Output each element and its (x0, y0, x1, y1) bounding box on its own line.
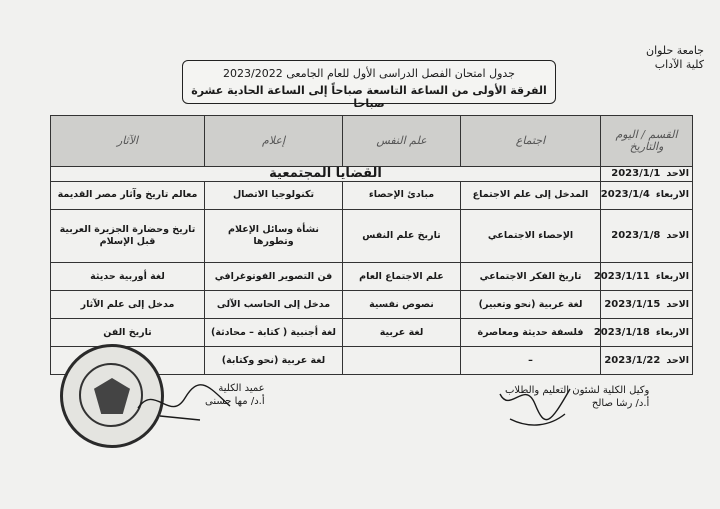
table-header-row (51, 116, 693, 167)
table-row (51, 167, 693, 182)
cell: معالم تاريخ وآثار مصر القديمة (51, 182, 205, 210)
cell: فن التصوير الفوتوغرافي (205, 263, 343, 291)
header-day-date: القسم / اليوم والتاريخ (601, 116, 693, 167)
header-archaeology: الآثار (51, 116, 205, 167)
vice-dean-name: أ.د/ رشا صالح (591, 398, 650, 409)
title-box (182, 60, 556, 110)
date-cell: الاحد2023/1/22 (601, 347, 693, 375)
date-cell: الاربعاء2023/1/11 (601, 263, 693, 291)
cell (343, 347, 461, 375)
cell: مدخل إلى علم الآثار (51, 291, 205, 319)
cell: لغة عربية (نحو وكتابة) (205, 347, 343, 375)
vice-dean-signature-block (505, 384, 649, 410)
cell: المدخل إلى علم الاجتماع (461, 182, 601, 210)
cell: الإحصاء الاجتماعي (461, 209, 601, 263)
table-row (51, 182, 693, 210)
cell: تكنولوجيا الاتصال (205, 182, 343, 210)
university-name: جامعة حلوان (645, 44, 704, 57)
dean-title: عميد الكلية (218, 383, 265, 394)
table-row (51, 209, 693, 263)
table-row (51, 291, 693, 319)
faculty-name: كلية الآداب (654, 58, 704, 71)
cell: مبادئ الإحصاء (343, 182, 461, 210)
cell: مدخل إلى الحاسب الآلى (205, 291, 343, 319)
table-row (51, 263, 693, 291)
university-header (646, 44, 704, 72)
cell: تاريخ علم النفس (343, 209, 461, 263)
exam-schedule-table (50, 115, 693, 375)
page-title: جدول امتحان الفصل الدراسى الأول للعام الجامعى 2023/2022 (223, 67, 515, 80)
header-psychology: علم النفس (343, 116, 461, 167)
date-cell: الاحد2023/1/1 (601, 167, 693, 182)
cell: علم الاجتماع العام (343, 263, 461, 291)
date-cell: الاحد2023/1/15 (601, 291, 693, 319)
cell: لغة أوربية حديثة (51, 263, 205, 291)
vice-dean-title: وكيل الكلية لشئون التعليم والطلاب (505, 385, 650, 396)
cell: تاريخ وحضارة الجزيرة العربية قبل الإسلام (51, 209, 205, 263)
cell: لغة أجنبية ( كتابة – محادثة) (205, 319, 343, 347)
cell: نصوص نفسية (343, 291, 461, 319)
cell: تاريخ الفن (51, 319, 205, 347)
cell: تاريخ الفكر الاجتماعي (461, 263, 601, 291)
header-sociology: اجتماع (461, 116, 601, 167)
page-subtitle: الفرقة الأولى من الساعة التاسعة صباحاً إلى الساعة الحادية عشرة صباحا (191, 84, 547, 110)
date-cell: الاحد2023/1/8 (601, 209, 693, 263)
banner-cell: القضايا المجتمعية (51, 167, 601, 182)
date-cell: الاربعاء2023/1/18 (601, 319, 693, 347)
cell: – (461, 347, 601, 375)
cell: نشأة وسائل الإعلام وتطورها (205, 209, 343, 263)
cell: فلسفة حديثة ومعاصرة (461, 319, 601, 347)
dean-handwritten-signature (130, 378, 240, 428)
cell: لغة عربية (نحو وتعبير) (461, 291, 601, 319)
cell: لغة عربية (343, 319, 461, 347)
dean-name: أ.د/ مها حسنى (205, 396, 265, 407)
table-row (51, 319, 693, 347)
date-cell: الاربعاء2023/1/4 (601, 182, 693, 210)
header-media: إعلام (205, 116, 343, 167)
